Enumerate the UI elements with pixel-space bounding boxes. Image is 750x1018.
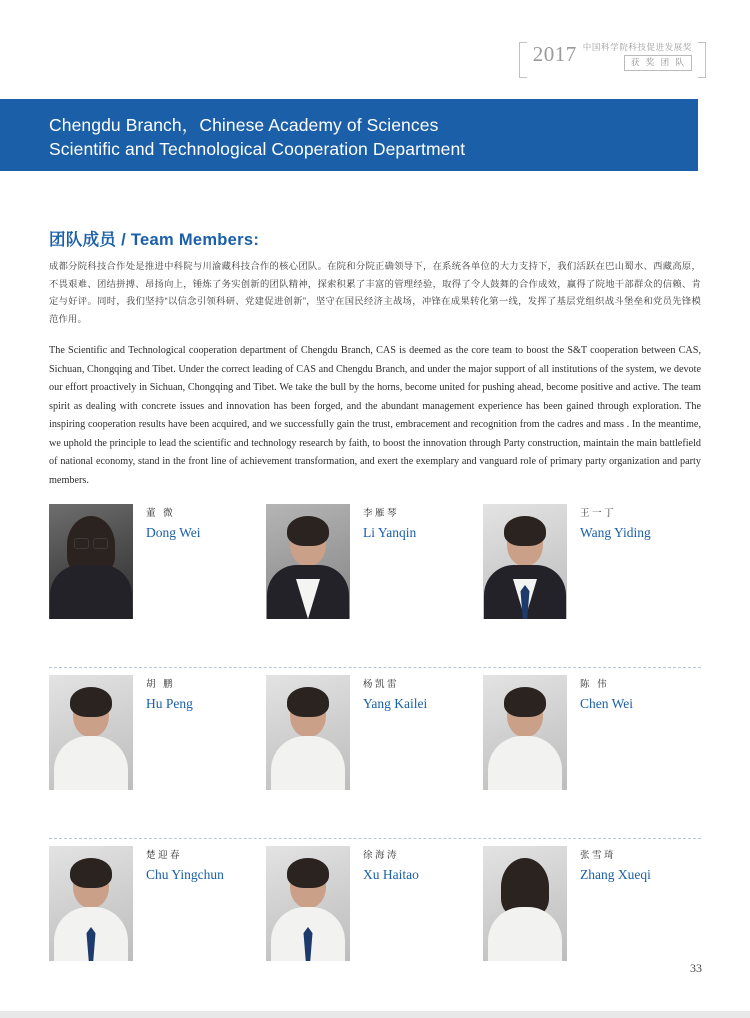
member-card [483,839,700,1009]
member-name-cn: 王一丁 [580,508,617,519]
member-name-en: Li Yanqin [363,525,417,540]
member-name-cn: 楚迎春 [146,850,183,861]
award-mark-text [583,42,692,71]
member-name-en: Chen Wei [580,696,634,711]
portrait-hair-icon [287,687,329,717]
portrait-hair-icon [70,687,112,717]
title-banner-text [49,113,465,161]
member-photo [266,504,350,619]
member-name-block [567,846,651,885]
member-photo [49,675,133,790]
award-bracket-right-icon [698,42,706,78]
member-row [49,668,701,839]
portrait-body-icon [50,565,132,619]
portrait-body-icon [488,907,562,961]
banner-line-2: Scientific and Technological Cooperation Department [49,139,466,159]
member-card [266,668,483,838]
member-name-en: Yang Kailei [363,696,428,711]
member-name-en: Chu Yingchun [146,867,224,882]
banner-line-1: Chengdu Branch，Chinese Academy of Sciences [49,115,439,135]
member-name-block [567,675,633,714]
member-name-block [133,846,224,885]
member-card [49,668,266,838]
member-photo [483,846,567,961]
member-card [49,497,266,667]
member-photo [483,675,567,790]
award-mark [519,42,706,78]
member-row [49,497,701,668]
member-card [483,668,700,838]
award-year: 2017 [532,42,577,66]
member-photo [266,846,350,961]
member-name-cn: 董 微 [146,508,176,519]
portrait-hair-icon [287,516,329,546]
title-banner [0,99,698,171]
portrait-hair-icon [70,858,112,888]
member-photo [483,504,567,619]
member-name-cn: 李雁琴 [363,508,400,519]
portrait-hair-icon [504,516,546,546]
portrait-body-icon [271,736,345,790]
member-name-cn: 杨凯雷 [363,679,400,690]
portrait-body-icon [54,736,128,790]
award-subtitle-cn: 获 奖 团 队 [624,55,692,71]
member-name-block [350,504,416,543]
team-members-grid [49,497,701,1009]
paragraph-english: The Scientific and Technological cooperation department of Chengdu Branch, CAS is deemed as the core team to boost the S&T cooperation between CAS, Sichuan, Chongqing and Tibet. Under the correct leading of CAS and Chengdu Branch, and under the major support of all institutions of the system, we devote our effort proactively in Sichuan, Chongqing and Tibet. We take the bull by the horns, become united for pushing ahead, become positive and active. The team spirit as dealing with concrete issues and innovation has been forged, and the abundant management experience has been gained through exploration. The inspiring cooperation results have been acquired, and we successfully gain the trust, embracement and recognition from the cadres and mass . In the meantime, we uphold the principle to lead the scientific and technology research by faith, to boost the innovation through Party construction, maintain the main battlefield of national economy, stand in the front line of achievement transformation, and exert the exemplary and vanguard role of primary party organization and party members. [49,345,701,486]
portrait-hair-icon [287,858,329,888]
member-name-block [567,504,651,543]
award-title-cn: 中国科学院科技促进发展奖 [582,42,692,52]
member-card [266,839,483,1009]
page-number: 33 [690,961,702,975]
member-name-cn: 胡 鹏 [146,679,176,690]
member-name-block [133,675,193,714]
portrait-body-icon [488,736,562,790]
member-name-block [133,504,201,543]
member-name-en: Hu Peng [146,696,193,711]
member-name-cn: 徐海涛 [363,850,400,861]
member-name-block [350,846,419,885]
member-card [49,839,266,1009]
paragraph-chinese: 成都分院科技合作处是推进中科院与川渝藏科技合作的核心团队。在院和分院正确领导下，在系统各单位的大力支持下，我们活跃在巴山蜀水、西藏高原，不畏艰难、团结拼搏、昂扬向上，锤炼了务实创新的团队精神，探索积累了丰富的管理经验，取得了令人鼓舞的合作成效，赢得了院地干部群众的信赖、肯定与好评。同时，我们坚持“以信念引领科研、党建促进创新”，坚守在国民经济主战场，冲锋在成果转化第一线，发挥了基层党组织战斗堡垒和党员先锋模范作用。 [49,261,701,324]
member-name-en: Dong Wei [146,525,201,540]
bottom-rule [0,1011,750,1018]
member-row [49,839,701,1009]
member-card [266,497,483,667]
section-heading: 团队成员 / Team Members: [49,231,260,249]
member-name-en: Xu Haitao [363,867,419,882]
member-name-cn: 陈 伟 [580,679,610,690]
portrait-hair-icon [504,687,546,717]
member-name-en: Wang Yiding [580,525,651,540]
member-name-cn: 张雪琦 [580,850,617,861]
member-photo [49,504,133,619]
member-name-block [350,675,427,714]
member-photo [266,675,350,790]
portrait-glasses-icon [74,538,108,548]
member-name-en: Zhang Xueqi [580,867,651,882]
member-photo [49,846,133,961]
award-bracket-left-icon [519,42,527,78]
member-card [483,497,700,667]
